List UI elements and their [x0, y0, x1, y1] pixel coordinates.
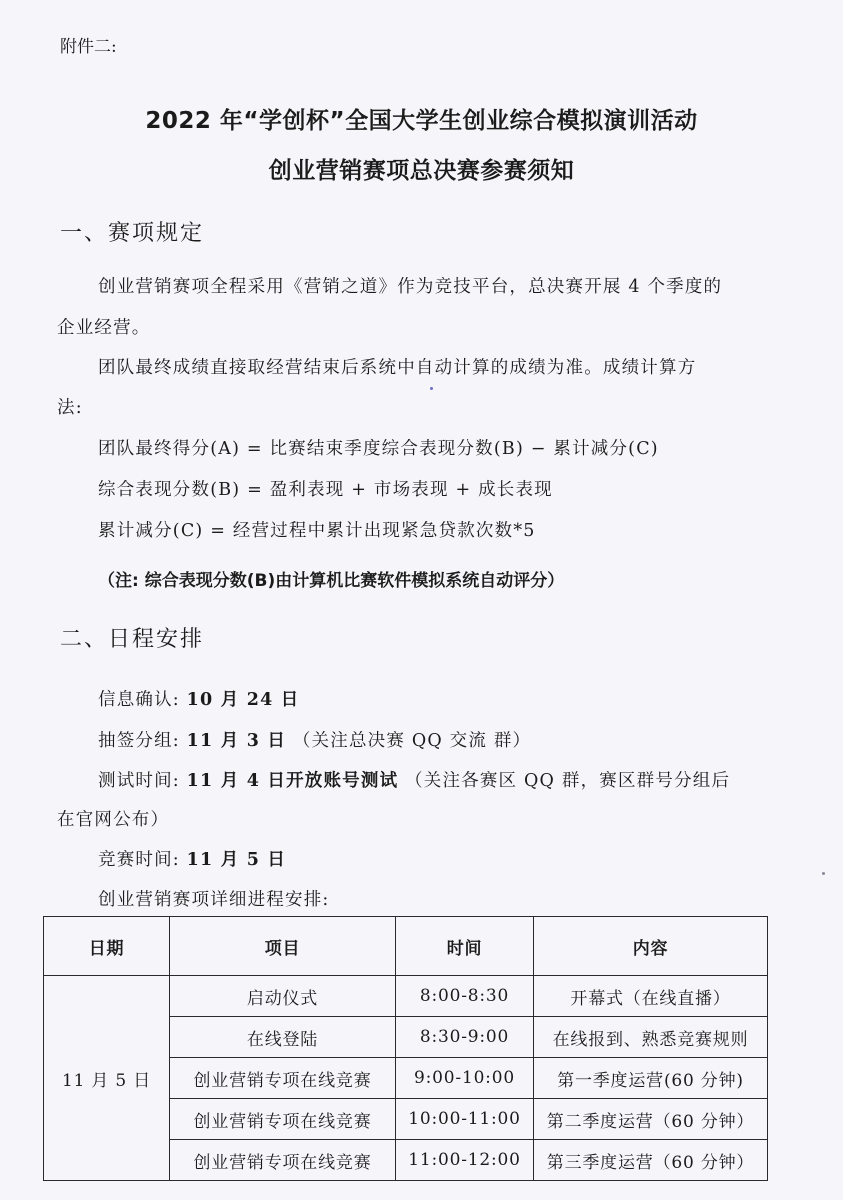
formula-deduction: 累计减分(C) = 经营过程中累计出现紧急贷款次数*5	[98, 521, 536, 541]
content-cell: 开幕式（在线直播）	[534, 976, 768, 1017]
header-date: 日期	[44, 917, 170, 976]
document-title-line1: 2022 年“学创杯”全国大学生创业综合模拟演训活动	[145, 108, 698, 134]
info-confirm-label: 信息确认:	[98, 690, 180, 710]
header-time: 时间	[396, 917, 534, 976]
section1-para1-line1: 创业营销赛项全程采用《营销之道》作为竞技平台，总决赛开展 4 个季度的	[98, 277, 723, 297]
scan-speck	[822, 872, 825, 875]
test-time-value: 11 月 4 日开放账号测试	[186, 771, 399, 791]
formula-performance-score: 综合表现分数(B) = 盈利表现 + 市场表现 + 成长表现	[98, 480, 553, 500]
document-title-line2: 创业营销赛项总决赛参赛须知	[268, 158, 575, 184]
item-cell: 在线登陆	[170, 1017, 396, 1058]
scan-speck	[430, 387, 433, 390]
scoring-note: （注: 综合表现分数(B)由计算机比赛软件模拟系统自动评分）	[98, 571, 565, 591]
time-cell: 8:00-8:30	[396, 976, 534, 1017]
match-time-date: 11 月 5 日	[186, 850, 287, 870]
date-cell: 11 月 5 日	[44, 976, 170, 1181]
item-cell: 创业营销专项在线竞赛	[170, 1099, 396, 1140]
section1-para2-line1: 团队最终成绩直接取经营结束后系统中自动计算的成绩为准。成绩计算方	[98, 358, 697, 378]
info-confirm-date: 10 月 24 日	[186, 690, 300, 710]
test-time-label: 测试时间:	[98, 771, 180, 791]
section2-heading: 二、日程安排	[60, 627, 205, 652]
item-cell: 创业营销专项在线竞赛	[170, 1140, 396, 1181]
time-cell: 8:30-9:00	[396, 1017, 534, 1058]
draw-group-note: （关注总决赛 QQ 交流 群）	[292, 731, 532, 751]
content-cell: 第一季度运营(60 分钟)	[534, 1058, 768, 1099]
draw-group-line	[98, 727, 531, 752]
match-time-line	[98, 846, 286, 871]
test-time-note-cont: 在官网公布）	[57, 810, 170, 830]
match-time-label: 竞赛时间:	[98, 850, 180, 870]
table-header-row	[44, 917, 768, 976]
content-cell: 在线报到、熟悉竞赛规则	[534, 1017, 768, 1058]
test-time-line	[98, 767, 730, 792]
formula-final-score: 团队最终得分(A) = 比赛结束季度综合表现分数(B) − 累计减分(C)	[98, 439, 659, 459]
table-row	[44, 976, 768, 1017]
header-content: 内容	[534, 917, 768, 976]
time-cell: 11:00-12:00	[396, 1140, 534, 1181]
content-cell: 第三季度运营（60 分钟）	[534, 1140, 768, 1181]
info-confirm-line	[98, 686, 299, 711]
time-cell: 10:00-11:00	[396, 1099, 534, 1140]
section1-heading: 一、赛项规定	[60, 221, 205, 246]
schedule-intro: 创业营销赛项详细进程安排:	[98, 890, 330, 910]
header-item: 项目	[170, 917, 396, 976]
item-cell: 启动仪式	[170, 976, 396, 1017]
draw-group-label: 抽签分组:	[98, 731, 180, 751]
section1-para1-line2: 企业经营。	[57, 318, 151, 338]
item-cell: 创业营销专项在线竞赛	[170, 1058, 396, 1099]
draw-group-date: 11 月 3 日	[186, 731, 287, 751]
time-cell: 9:00-10:00	[396, 1058, 534, 1099]
section1-para2-line2: 法:	[57, 398, 83, 418]
test-time-note: （关注各赛区 QQ 群，赛区群号分组后	[405, 771, 731, 791]
content-cell: 第二季度运营（60 分钟）	[534, 1099, 768, 1140]
annex-label: 附件二:	[60, 37, 117, 57]
schedule-table	[43, 916, 768, 1181]
